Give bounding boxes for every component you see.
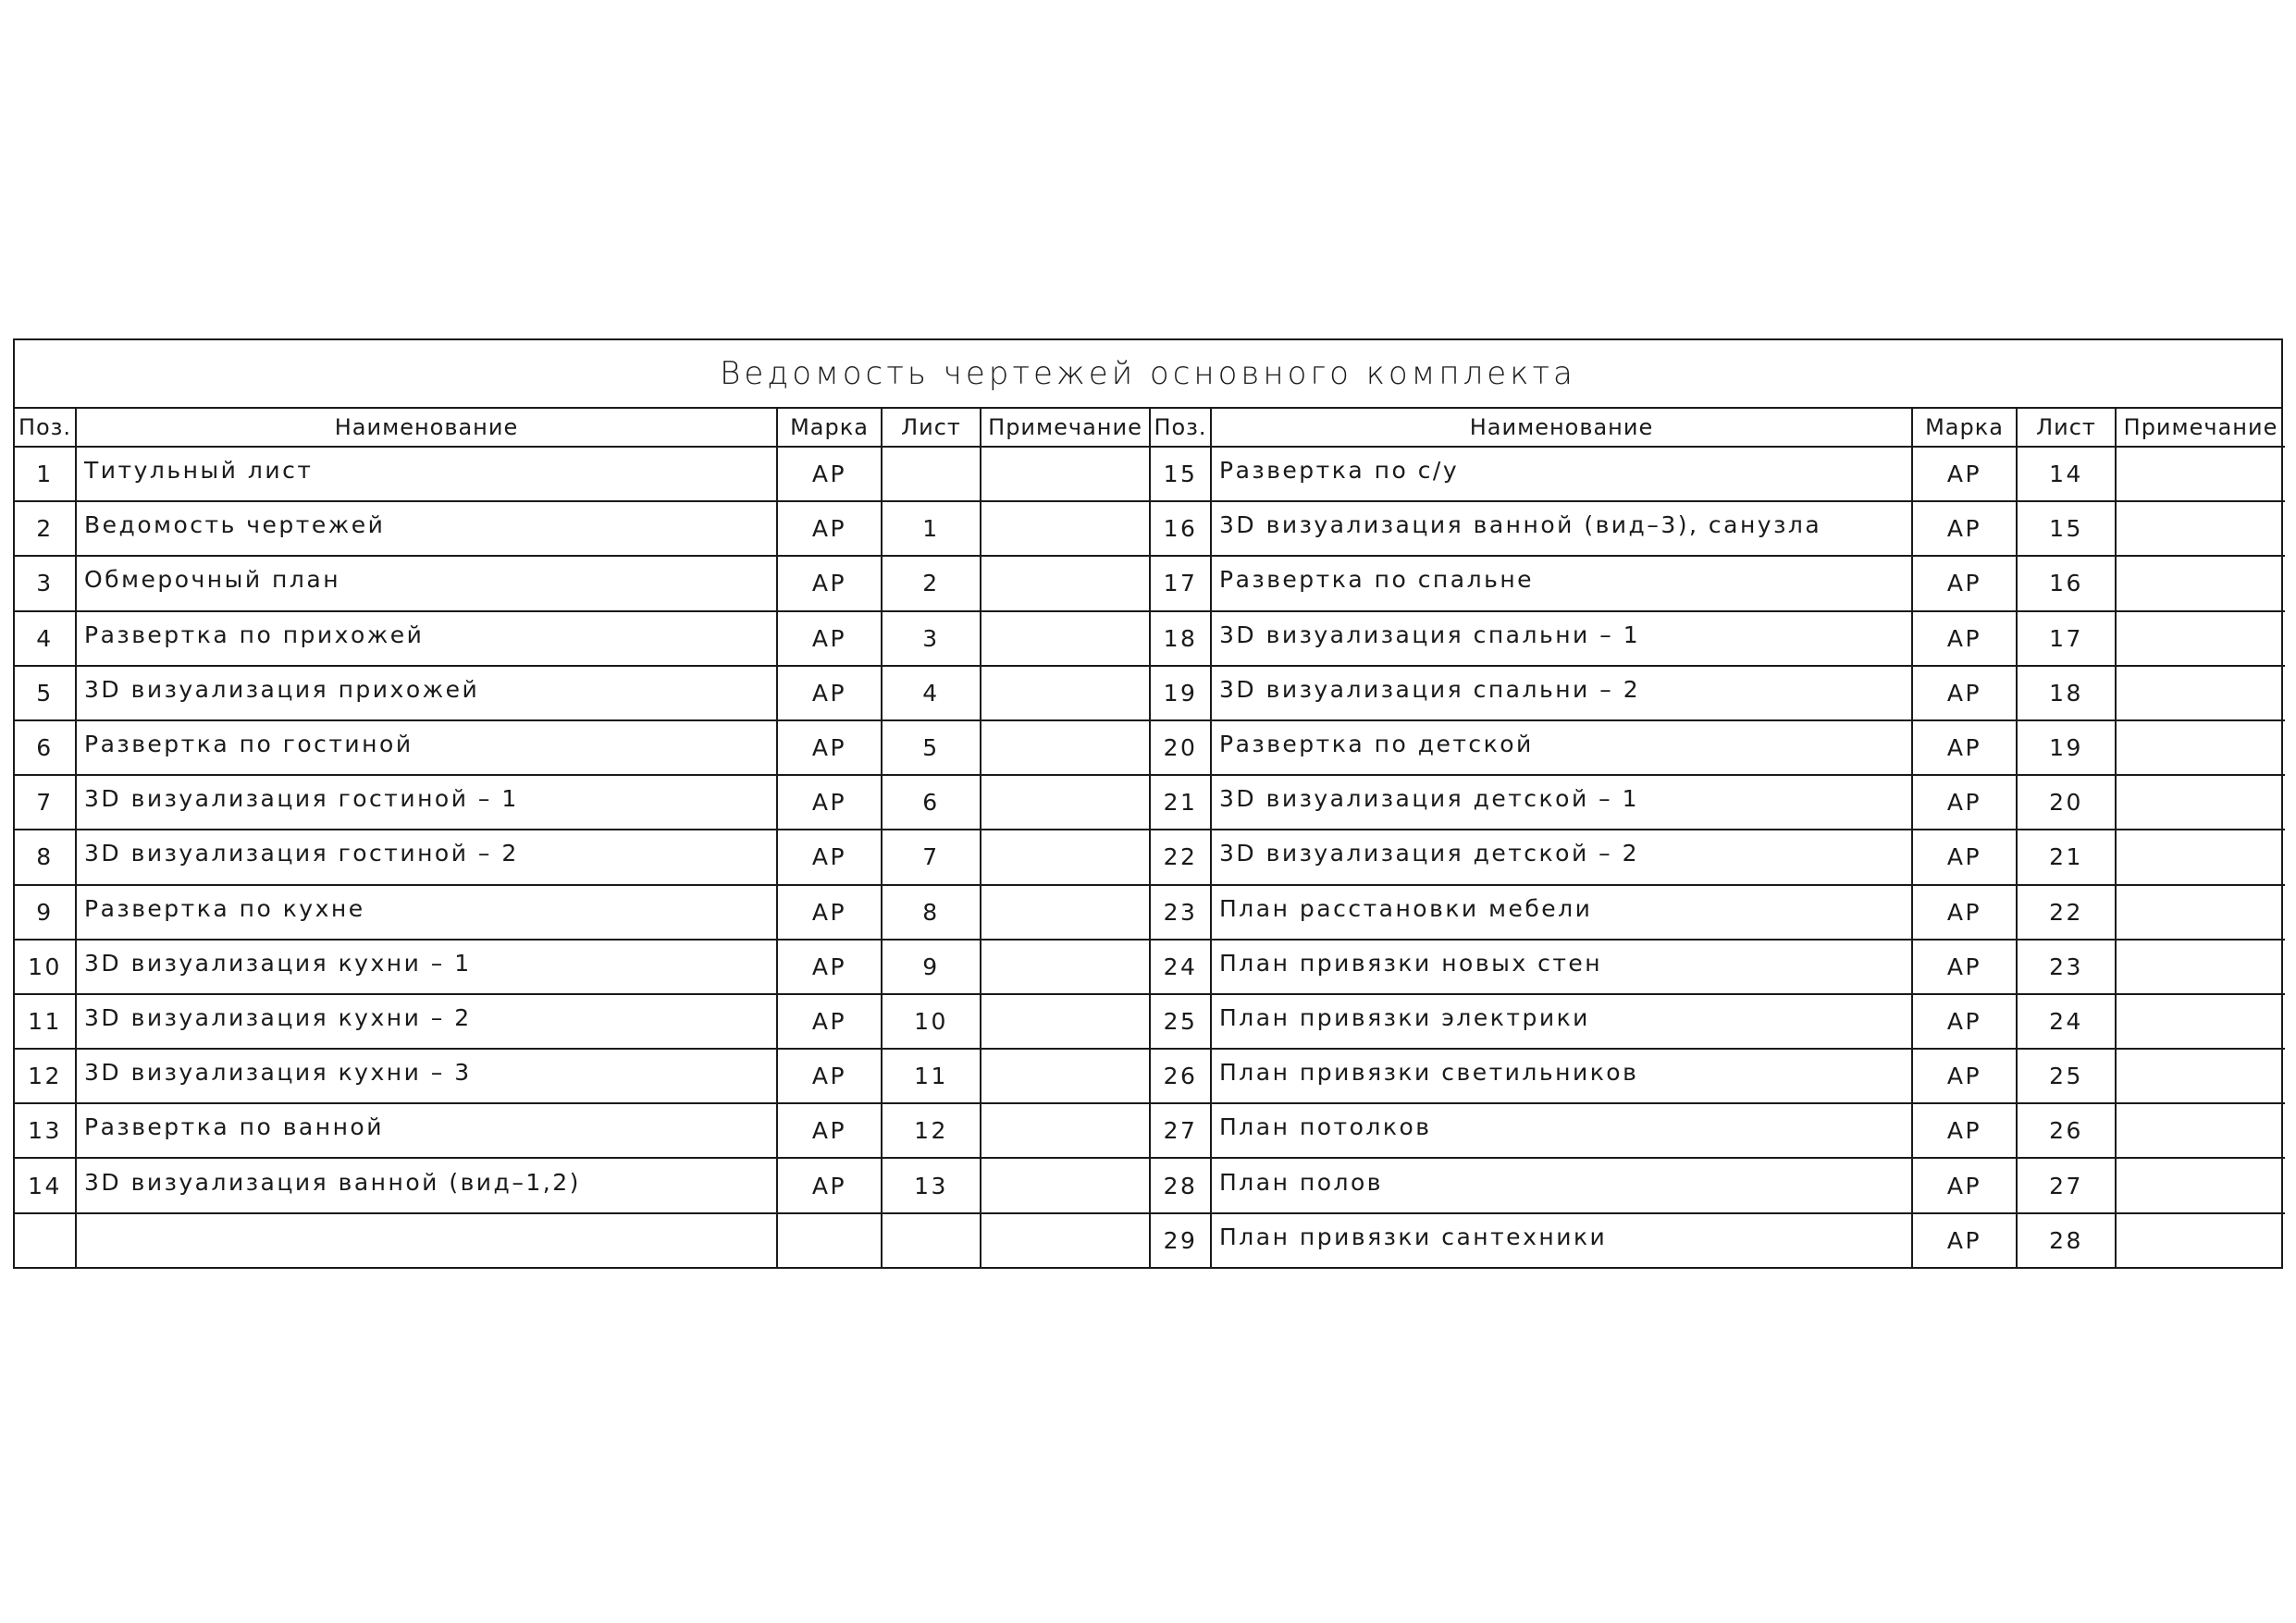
cell-mark-right: АР [1912, 720, 2017, 775]
cell-sheet-right: 27 [2017, 1158, 2116, 1212]
cell-note-right [2116, 940, 2285, 994]
cell-note-left [981, 940, 1150, 994]
table-row [15, 556, 2285, 610]
cell-mark-right: АР [1912, 830, 2017, 884]
cell-name-left: 3D визуализация гостиной – 1 [76, 775, 777, 830]
cell-name-right: 3D визуализация ванной (вид–3), санузла [1211, 501, 1912, 556]
cell-note-left [981, 1158, 1150, 1212]
cell-mark-right: АР [1912, 447, 2017, 501]
cell-name-left: Обмерочный план [76, 556, 777, 610]
cell-note-left [981, 1049, 1150, 1103]
cell-pos-left: 11 [15, 994, 76, 1049]
header-note-left: Примечание [981, 409, 1150, 447]
cell-pos-right: 18 [1150, 611, 1211, 666]
cell-name-left: Развертка по ванной [76, 1103, 777, 1158]
cell-name-right: 3D визуализация детской – 2 [1211, 830, 1912, 884]
header-mark-left: Марка [777, 409, 882, 447]
cell-mark-left: АР [777, 611, 882, 666]
cell-note-left [981, 501, 1150, 556]
cell-note-left [981, 611, 1150, 666]
cell-sheet-left: 5 [882, 720, 981, 775]
table-row [15, 1103, 2285, 1158]
cell-name-right: 3D визуализация спальни – 2 [1211, 666, 1912, 720]
cell-pos-left: 3 [15, 556, 76, 610]
header-note-right: Примечание [2116, 409, 2285, 447]
cell-sheet-left: 10 [882, 994, 981, 1049]
cell-pos-left: 6 [15, 720, 76, 775]
cell-mark-right: АР [1912, 994, 2017, 1049]
cell-sheet-right: 23 [2017, 940, 2116, 994]
cell-note-left [981, 556, 1150, 610]
cell-sheet-left: 7 [882, 830, 981, 884]
cell-pos-right: 20 [1150, 720, 1211, 775]
cell-note-right [2116, 1049, 2285, 1103]
cell-mark-right: АР [1912, 501, 2017, 556]
cell-note-left [981, 775, 1150, 830]
cell-note-right [2116, 666, 2285, 720]
header-pos-left: Поз. [15, 409, 76, 447]
cell-name-left: 3D визуализация кухни – 2 [76, 994, 777, 1049]
cell-name-right: План привязки новых стен [1211, 940, 1912, 994]
cell-pos-right: 23 [1150, 885, 1211, 940]
cell-mark-right: АР [1912, 556, 2017, 610]
table-row [15, 830, 2285, 884]
cell-mark-left: АР [777, 720, 882, 775]
cell-sheet-left: 6 [882, 775, 981, 830]
cell-pos-right: 22 [1150, 830, 1211, 884]
cell-sheet-right: 24 [2017, 994, 2116, 1049]
cell-mark-left: АР [777, 1103, 882, 1158]
cell-note-left [981, 447, 1150, 501]
header-row [15, 409, 2285, 447]
cell-name-right: План расстановки мебели [1211, 885, 1912, 940]
cell-pos-left: 4 [15, 611, 76, 666]
cell-name-right: План полов [1211, 1158, 1912, 1212]
cell-pos-right: 25 [1150, 994, 1211, 1049]
cell-note-left [981, 666, 1150, 720]
cell-note-left [981, 1103, 1150, 1158]
cell-sheet-left: 2 [882, 556, 981, 610]
table-row [15, 447, 2285, 501]
header-sheet-left: Лист [882, 409, 981, 447]
cell-pos-right: 15 [1150, 447, 1211, 501]
cell-name-right: 3D визуализация спальни – 1 [1211, 611, 1912, 666]
table-row [15, 666, 2285, 720]
cell-mark-right: АР [1912, 885, 2017, 940]
cell-sheet-right: 14 [2017, 447, 2116, 501]
cell-sheet-left: 3 [882, 611, 981, 666]
cell-mark-right: АР [1912, 1213, 2017, 1267]
cell-name-left: 3D визуализация кухни – 1 [76, 940, 777, 994]
cell-mark-left: АР [777, 885, 882, 940]
cell-mark-right: АР [1912, 611, 2017, 666]
cell-name-left: Ведомость чертежей [76, 501, 777, 556]
cell-note-left [981, 1213, 1150, 1267]
table-row [15, 885, 2285, 940]
cell-pos-right: 17 [1150, 556, 1211, 610]
table-title: Ведомость чертежей основного комплекта [15, 340, 2281, 409]
cell-sheet-left: 12 [882, 1103, 981, 1158]
cell-pos-left: 10 [15, 940, 76, 994]
cell-sheet-right: 21 [2017, 830, 2116, 884]
header-name-left: Наименование [76, 409, 777, 447]
cell-note-right [2116, 775, 2285, 830]
cell-note-right [2116, 556, 2285, 610]
cell-note-right [2116, 1213, 2285, 1267]
cell-name-right: Развертка по спальне [1211, 556, 1912, 610]
cell-note-left [981, 994, 1150, 1049]
cell-sheet-right: 26 [2017, 1103, 2116, 1158]
cell-sheet-left: 9 [882, 940, 981, 994]
cell-note-right [2116, 611, 2285, 666]
cell-pos-left: 1 [15, 447, 76, 501]
cell-pos-right: 24 [1150, 940, 1211, 994]
cell-note-right [2116, 720, 2285, 775]
cell-name-left: 3D визуализация ванной (вид–1,2) [76, 1158, 777, 1212]
cell-pos-right: 26 [1150, 1049, 1211, 1103]
cell-name-left: Развертка по гостиной [76, 720, 777, 775]
cell-note-right [2116, 994, 2285, 1049]
cell-pos-right: 29 [1150, 1213, 1211, 1267]
table-row [15, 501, 2285, 556]
cell-mark-left: АР [777, 556, 882, 610]
table-row [15, 611, 2285, 666]
table-row [15, 775, 2285, 830]
cell-note-right [2116, 1103, 2285, 1158]
cell-sheet-right: 25 [2017, 1049, 2116, 1103]
cell-note-left [981, 720, 1150, 775]
cell-sheet-right: 17 [2017, 611, 2116, 666]
cell-sheet-right: 16 [2017, 556, 2116, 610]
cell-mark-right: АР [1912, 1103, 2017, 1158]
cell-sheet-left [882, 447, 981, 501]
cell-pos-left: 13 [15, 1103, 76, 1158]
header-name-right: Наименование [1211, 409, 1912, 447]
cell-name-right: Развертка по детской [1211, 720, 1912, 775]
cell-mark-left: АР [777, 501, 882, 556]
cell-name-left: Титульный лист [76, 447, 777, 501]
cell-sheet-right: 18 [2017, 666, 2116, 720]
cell-mark-right: АР [1912, 666, 2017, 720]
cell-note-left [981, 830, 1150, 884]
cell-pos-right: 27 [1150, 1103, 1211, 1158]
cell-mark-right: АР [1912, 1158, 2017, 1212]
table-row [15, 940, 2285, 994]
cell-sheet-right: 15 [2017, 501, 2116, 556]
cell-mark-right: АР [1912, 940, 2017, 994]
cell-sheet-right: 22 [2017, 885, 2116, 940]
cell-pos-left: 7 [15, 775, 76, 830]
cell-sheet-left: 4 [882, 666, 981, 720]
cell-mark-left: АР [777, 1049, 882, 1103]
cell-mark-right: АР [1912, 775, 2017, 830]
cell-sheet-right: 20 [2017, 775, 2116, 830]
drawings-register-table [13, 338, 2283, 1269]
cell-note-right [2116, 885, 2285, 940]
drawings-table [15, 409, 2285, 1267]
cell-pos-right: 19 [1150, 666, 1211, 720]
cell-pos-right: 28 [1150, 1158, 1211, 1212]
header-pos-right: Поз. [1150, 409, 1211, 447]
cell-note-right [2116, 447, 2285, 501]
cell-note-right [2116, 830, 2285, 884]
cell-name-right: План привязки электрики [1211, 994, 1912, 1049]
cell-pos-left: 12 [15, 1049, 76, 1103]
cell-mark-left: АР [777, 447, 882, 501]
cell-pos-left: 9 [15, 885, 76, 940]
cell-name-left: 3D визуализация прихожей [76, 666, 777, 720]
cell-name-right: План потолков [1211, 1103, 1912, 1158]
cell-sheet-left: 11 [882, 1049, 981, 1103]
cell-mark-left: АР [777, 830, 882, 884]
cell-name-left: 3D визуализация кухни – 3 [76, 1049, 777, 1103]
cell-note-right [2116, 501, 2285, 556]
header-sheet-right: Лист [2017, 409, 2116, 447]
cell-mark-right: АР [1912, 1049, 2017, 1103]
table-row [15, 1213, 2285, 1267]
cell-name-left: Развертка по прихожей [76, 611, 777, 666]
cell-sheet-left: 8 [882, 885, 981, 940]
table-row [15, 720, 2285, 775]
cell-name-left: Развертка по кухне [76, 885, 777, 940]
cell-mark-left: АР [777, 666, 882, 720]
cell-mark-left: АР [777, 1158, 882, 1212]
cell-mark-left: АР [777, 994, 882, 1049]
cell-mark-left: АР [777, 775, 882, 830]
header-mark-right: Марка [1912, 409, 2017, 447]
cell-mark-left [777, 1213, 882, 1267]
table-row [15, 994, 2285, 1049]
cell-name-right: Развертка по с/у [1211, 447, 1912, 501]
cell-pos-left [15, 1213, 76, 1267]
cell-sheet-left: 1 [882, 501, 981, 556]
cell-name-right: 3D визуализация детской – 1 [1211, 775, 1912, 830]
cell-pos-left: 5 [15, 666, 76, 720]
cell-pos-left: 8 [15, 830, 76, 884]
cell-sheet-left: 13 [882, 1158, 981, 1212]
cell-name-left: 3D визуализация гостиной – 2 [76, 830, 777, 884]
cell-note-left [981, 885, 1150, 940]
cell-name-right: План привязки светильников [1211, 1049, 1912, 1103]
cell-name-left [76, 1213, 777, 1267]
cell-name-right: План привязки сантехники [1211, 1213, 1912, 1267]
cell-sheet-right: 28 [2017, 1213, 2116, 1267]
cell-pos-right: 16 [1150, 501, 1211, 556]
cell-note-right [2116, 1158, 2285, 1212]
cell-mark-left: АР [777, 940, 882, 994]
cell-sheet-right: 19 [2017, 720, 2116, 775]
cell-pos-right: 21 [1150, 775, 1211, 830]
cell-pos-left: 14 [15, 1158, 76, 1212]
cell-sheet-left [882, 1213, 981, 1267]
table-row [15, 1049, 2285, 1103]
table-row [15, 1158, 2285, 1212]
cell-pos-left: 2 [15, 501, 76, 556]
